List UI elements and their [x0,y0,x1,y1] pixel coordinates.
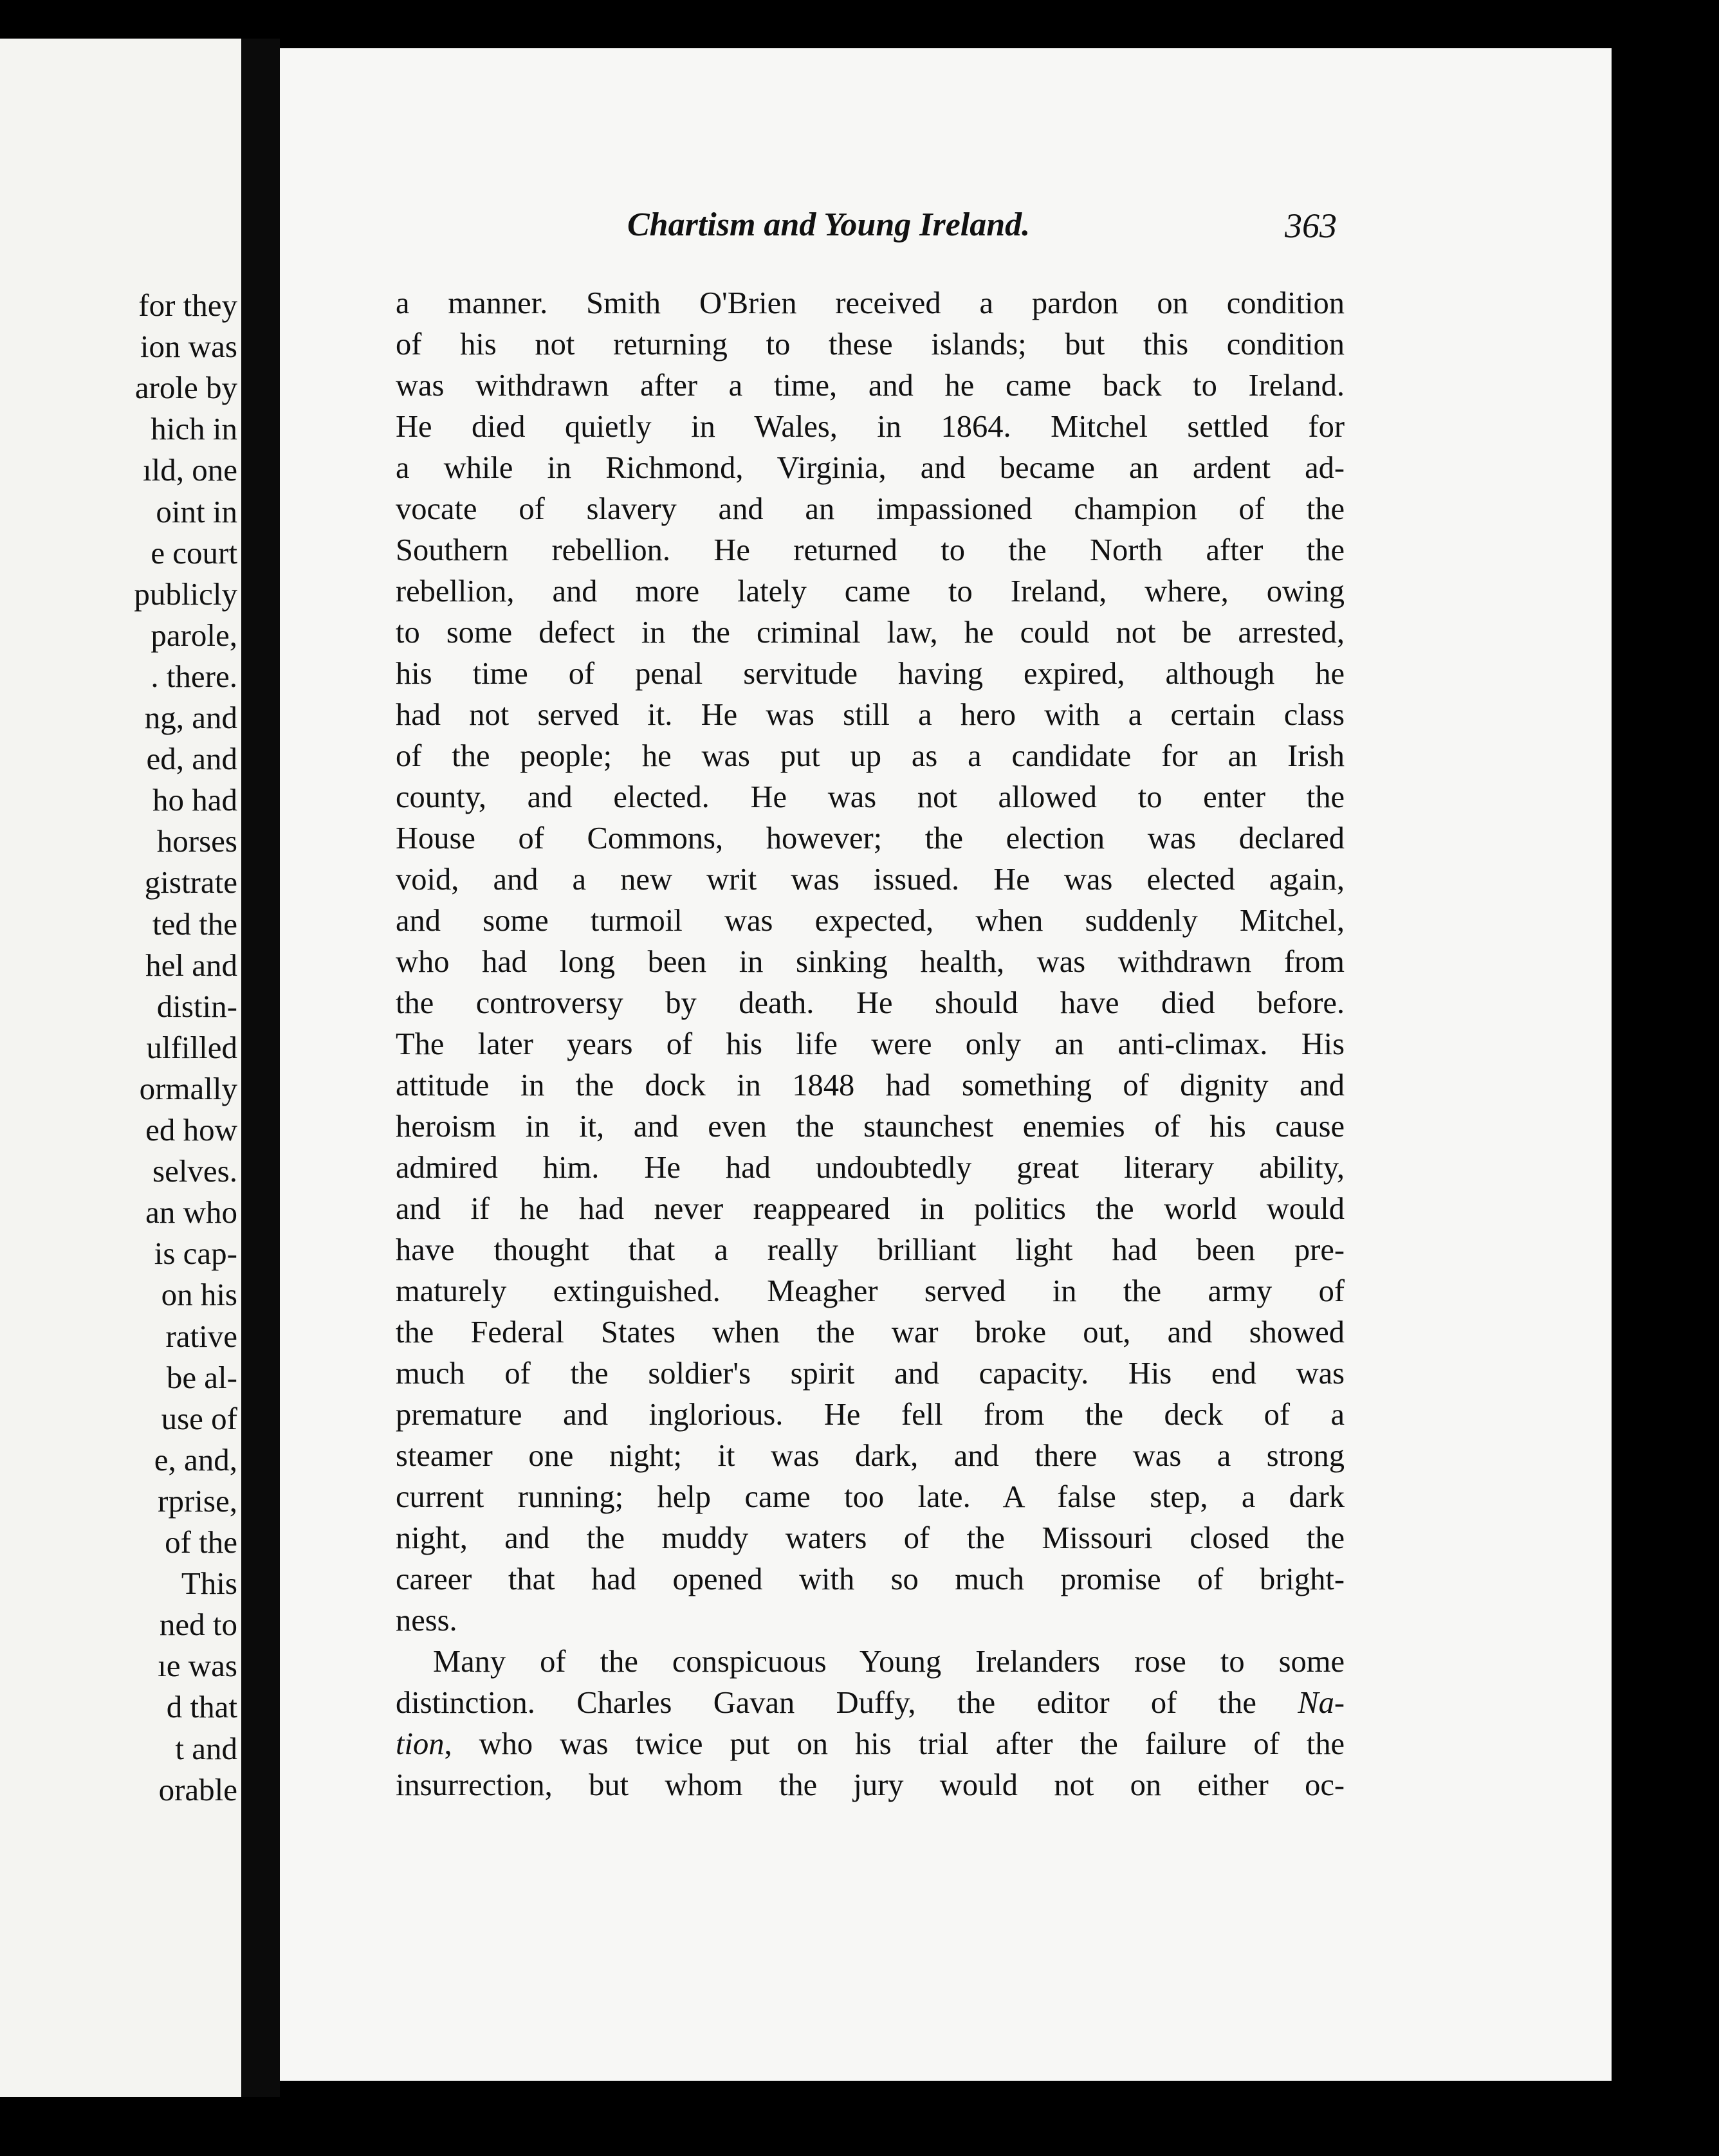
text-line: night, and the muddy waters of the Missouri closed the [396,1521,1345,1555]
text-line: the controversy by death. He should have died before. [396,986,1345,1020]
facing-page-line: d that [166,1689,237,1725]
facing-page-line: ted the [152,906,237,942]
text-line: admired him. He had undoubtedly great literary ability, [396,1151,1345,1185]
facing-page-line: hich in [151,411,237,447]
facing-page-line: ormally [139,1070,237,1106]
text-line: steamer one night; it was dark, and there was a strong [396,1439,1345,1473]
text-run: distinction. Charles Gavan Duffy, the editor of the [396,1686,1298,1720]
text-line [396,1724,1345,1765]
facing-page-line: an who [145,1194,237,1230]
italic-run: Na- [1298,1686,1345,1720]
text-line: had not served it. He was still a hero with a certain class [396,698,1345,732]
text-line: was withdrawn after a time, and he came back to Ireland. [396,369,1345,403]
text-line: who had long been in sinking health, was withdrawn from [396,945,1345,979]
text-run: , who was twice put on his trial after the failure of the [444,1727,1345,1761]
page-number: 363 [1285,206,1337,245]
text-line: have thought that a really brilliant light had been pre- [396,1233,1345,1267]
facing-page-line: hel and [145,947,237,983]
text-line: of his not returning to these islands; but this condition [396,327,1345,361]
italic-run: tion [396,1727,445,1761]
text-line: heroism in it, and even the staunchest enemies of his cause [396,1110,1345,1144]
facing-page-fragment [0,39,241,2097]
facing-page-line: orable [158,1771,237,1807]
facing-page-line: on his [161,1277,237,1313]
facing-page-line: ulfilled [146,1029,237,1065]
text-line: the Federal States when the war broke out, and showed [396,1315,1345,1349]
text-line: premature and inglorious. He fell from the deck of a [396,1398,1345,1432]
facing-page-line: ion was [140,329,237,365]
text-line: void, and a new writ was issued. He was elected again, [396,863,1345,897]
facing-page-line: selves. [152,1153,237,1189]
running-title: Chartism and Young Ireland. [627,206,1031,243]
facing-page-line: is cap- [154,1236,237,1272]
text-line: Many of the conspicuous Young Irelanders rose to some [433,1645,1345,1679]
paragraph-2 [396,1641,1345,1806]
facing-page-line: rprise, [158,1483,237,1519]
facing-page-line: ıe was [158,1648,237,1684]
body-text [396,283,1345,1806]
facing-page-line: parole, [151,617,237,653]
facing-page-line: ed, and [146,741,237,777]
facing-page-line: for they [138,288,237,323]
text-line: to some defect in the criminal law, he could not be arrested, [396,616,1345,650]
facing-page-line: t and [175,1730,237,1766]
facing-page-line: distin- [156,988,237,1024]
facing-page-line: horses [156,823,237,859]
text-line: Southern rebellion. He returned to the North after the [396,533,1345,567]
facing-page-line: e court [151,534,237,571]
text-line: and some turmoil was expected, when suddenly Mitchel, [396,904,1345,938]
facing-page-line: gistrate [144,864,237,900]
text-line: maturely extinguished. Meagher served in the army of [396,1274,1345,1308]
text-line: career that had opened with so much promise of bright- [396,1562,1345,1596]
facing-page-line: ho had [152,782,237,818]
facing-page-line: rative [165,1318,237,1354]
text-line: attitude in the dock in 1848 had something of dignity and [396,1068,1345,1102]
text-line: He died quietly in Wales, in 1864. Mitchel settled for [396,410,1345,444]
text-line: ness. [396,1603,457,1638]
facing-page-line: ned to [159,1607,237,1643]
facing-page-line: oint in [156,493,237,529]
running-head [280,206,1612,257]
facing-page-line: ed how [145,1112,237,1147]
book-page [280,48,1612,2081]
text-line [396,1683,1345,1724]
text-line: insurrection, but whom the jury would not on either oc- [396,1768,1345,1802]
book-gutter [241,39,280,2097]
text-line: much of the soldier's spirit and capacity. His end was [396,1357,1345,1391]
facing-page-line: arole by [134,370,237,406]
text-line: of the people; he was put up as a candidate for an Irish [396,739,1345,773]
text-line: House of Commons, however; the election was declared [396,821,1345,855]
text-line: current running; help came too late. A false step, a dark [396,1480,1345,1514]
facing-page-line: ng, and [144,700,237,735]
facing-page-line: e, and, [154,1441,237,1477]
text-line: his time of penal servitude having expired, although he [396,657,1345,691]
text-line: rebellion, and more lately came to Ireland, where, owing [396,574,1345,608]
text-line: a manner. Smith O'Brien received a pardon on condition [396,286,1345,320]
text-line: county, and elected. He was not allowed to enter the [396,780,1345,814]
text-line: The later years of his life were only an anti-climax. His [396,1027,1345,1061]
facing-page-line: . there. [151,658,237,694]
facing-page-line: ıld, one [143,452,237,488]
facing-page-line: use of [161,1400,237,1436]
facing-page-line: be al- [166,1359,237,1395]
paragraph-1 [396,283,1345,1641]
text-line: a while in Richmond, Virginia, and became an ardent ad- [396,451,1345,485]
facing-page-line: This [181,1566,237,1602]
facing-page-line: of the [165,1524,237,1560]
facing-page-line: publicly [134,576,237,612]
text-line: and if he had never reappeared in politics the world would [396,1192,1345,1226]
text-line: vocate of slavery and an impassioned champion of the [396,492,1345,526]
